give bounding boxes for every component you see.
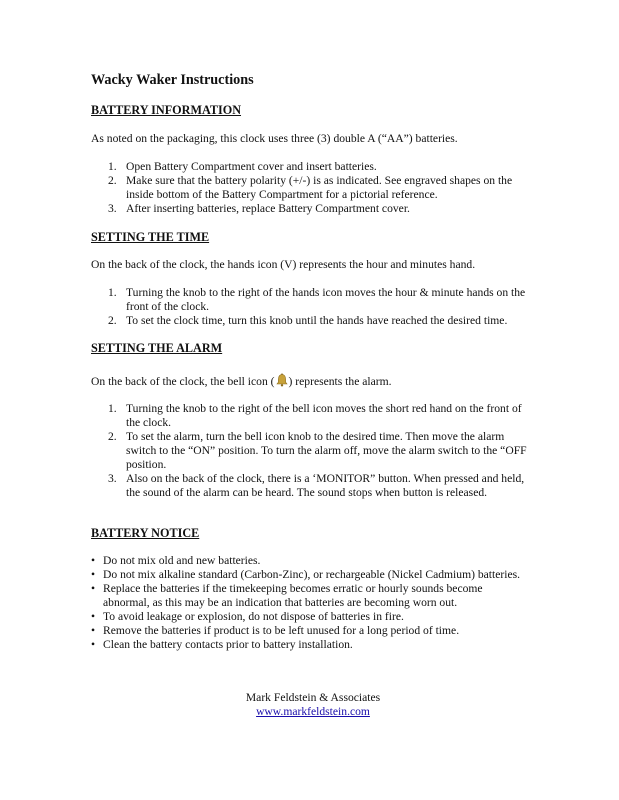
bullet: • <box>91 554 96 567</box>
notice-text: Do not mix alkaline standard (Carbon-Zinc), or rechargeable (Nickel Cadmium) batteries. <box>103 568 521 581</box>
notice-text: Do not mix old and new batteries. <box>103 554 261 567</box>
battery-notice-list <box>91 554 531 652</box>
battery-info-intro: As noted on the packaging, this clock uses three (3) double A (“AA”) batteries. <box>91 132 458 145</box>
step-text: After inserting batteries, replace Battery Compartment cover. <box>126 202 410 215</box>
website-link[interactable]: www.markfeldstein.com <box>256 705 370 718</box>
step-number: 2. <box>108 430 117 443</box>
setting-alarm-intro <box>91 373 392 389</box>
notice-text: To avoid leakage or explosion, do not dispose of batteries in fire. <box>103 610 404 623</box>
step-number: 2. <box>108 174 117 187</box>
bullet: • <box>91 610 96 623</box>
list-item <box>91 624 531 638</box>
step-text: Open Battery Compartment cover and insert batteries. <box>126 160 377 173</box>
list-item <box>91 160 536 174</box>
alarm-intro-before: On the back of the clock, the bell icon ( <box>91 375 275 388</box>
step-text: Turning the knob to the right of the hands icon moves the hour & minute hands on the front of the clock. <box>126 286 526 313</box>
setting-time-steps <box>91 286 536 328</box>
list-item <box>91 174 536 202</box>
list-item <box>91 202 536 216</box>
list-item <box>91 568 531 582</box>
notice-text: Clean the battery contacts prior to battery installation. <box>103 638 353 651</box>
list-item <box>91 582 531 610</box>
bullet: • <box>91 624 96 637</box>
list-item <box>91 286 536 314</box>
bullet: • <box>91 582 96 595</box>
battery-info-steps <box>91 160 536 216</box>
footer-company: Mark Feldstein & Associates <box>245 691 381 704</box>
list-item <box>91 638 531 652</box>
setting-alarm-heading: SETTING THE ALARM <box>91 341 223 355</box>
list-item <box>91 610 531 624</box>
bell-icon <box>275 373 289 387</box>
page-title: Wacky Waker Instructions <box>91 72 254 88</box>
bullet: • <box>91 638 96 651</box>
battery-notice-heading: BATTERY NOTICE <box>91 526 200 540</box>
setting-time-intro: On the back of the clock, the hands icon (V) represents the hour and minutes hand. <box>91 258 476 271</box>
step-number: 2. <box>108 314 117 327</box>
list-item <box>91 402 536 430</box>
step-text: Also on the back of the clock, there is a ‘MONITOR” button. When pressed and held, the sound of the alarm can be heard. The sound stops when button is released. <box>126 472 525 499</box>
step-number: 3. <box>108 202 117 215</box>
step-text: To set the alarm, turn the bell icon knob to the desired time. Then move the alarm switch to the “ON” position. To turn the alarm off, move the alarm switch to the “OFF position. <box>126 430 527 471</box>
step-number: 1. <box>108 160 117 173</box>
setting-alarm-steps <box>91 402 536 500</box>
bullet: • <box>91 568 96 581</box>
step-text: Turning the knob to the right of the bell icon moves the short red hand on the front of the clock. <box>126 402 522 429</box>
notice-text: Remove the batteries if product is to be left unused for a long period of time. <box>103 624 460 637</box>
battery-info-heading: BATTERY INFORMATION <box>91 103 242 117</box>
step-text: To set the clock time, turn this knob until the hands have reached the desired time. <box>126 314 508 327</box>
list-item <box>91 430 536 472</box>
footer <box>233 691 393 719</box>
step-number: 3. <box>108 472 117 485</box>
step-number: 1. <box>108 402 117 415</box>
list-item <box>91 554 531 568</box>
step-number: 1. <box>108 286 117 299</box>
setting-time-heading: SETTING THE TIME <box>91 230 210 244</box>
alarm-intro-after: ) represents the alarm. <box>288 375 392 388</box>
step-text: Make sure that the battery polarity (+/-) is as indicated. See engraved shapes on the inside bottom of the Battery Compartment for a pictorial reference. <box>126 174 513 201</box>
list-item <box>91 472 536 500</box>
list-item <box>91 314 536 328</box>
notice-text: Replace the batteries if the timekeeping becomes erratic or hourly sounds become abnormal, as this may be an indication that batteries are becoming worn out. <box>103 582 483 609</box>
